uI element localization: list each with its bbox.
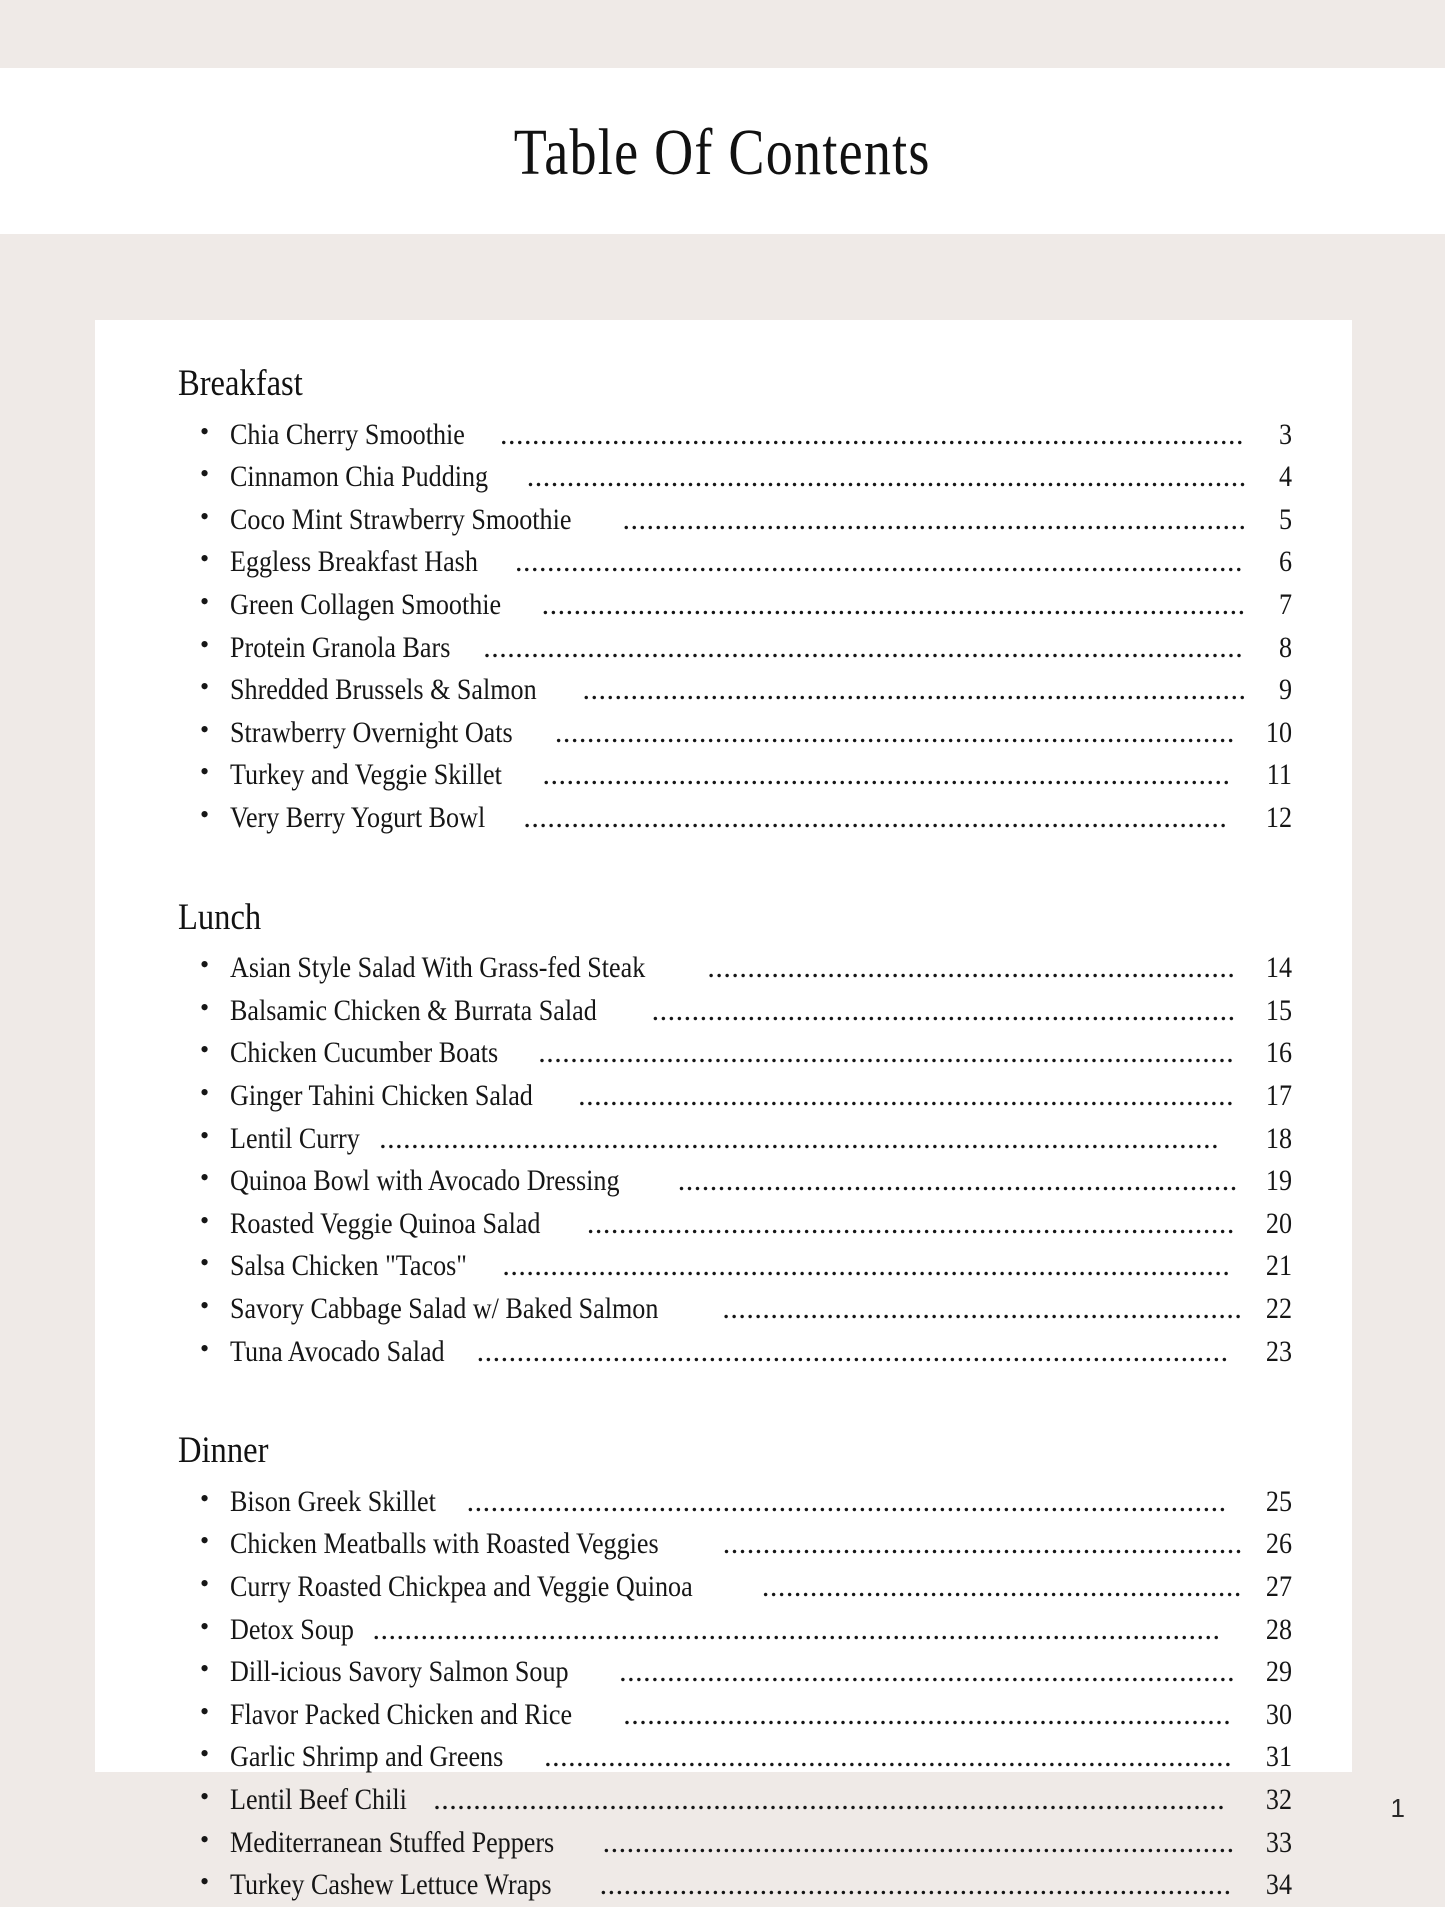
toc-entry-title: Detox Soup: [230, 1612, 354, 1646]
page-title: Table Of Contents: [514, 116, 931, 189]
toc-entry[interactable]: [178, 1160, 1292, 1203]
toc-entry-title: Ginger Tahini Chicken Salad: [230, 1079, 533, 1113]
bullet-icon: •: [200, 1078, 210, 1108]
toc-entry[interactable]: [178, 627, 1292, 670]
toc-entry-page-number: 20: [1265, 1206, 1292, 1240]
toc-entry-page-number: 23: [1265, 1334, 1292, 1368]
toc-entry[interactable]: [178, 499, 1292, 542]
dot-leader: ..........................................................................................: [526, 460, 1247, 494]
toc-entry-page-number: 29: [1265, 1655, 1292, 1689]
section-heading-lunch: Lunch: [178, 896, 262, 938]
bullet-icon: •: [200, 1654, 210, 1684]
toc-entry-page-number: 17: [1265, 1079, 1292, 1113]
toc-entry-page-number: 11: [1266, 758, 1292, 792]
toc-entry-page-number: 7: [1278, 588, 1292, 622]
toc-entry-page-number: 5: [1278, 502, 1292, 536]
toc-entry-page-number: 31: [1265, 1740, 1292, 1774]
toc-entry[interactable]: [178, 541, 1292, 584]
bullet-icon: •: [200, 459, 210, 489]
toc-entry-title: Quinoa Bowl with Avocado Dressing: [230, 1164, 620, 1198]
toc-entry[interactable]: [178, 584, 1292, 627]
toc-entry-title: Shredded Brussels & Salmon: [230, 673, 537, 707]
toc-entry-title: Salsa Chicken "Tacos": [230, 1249, 467, 1283]
toc-entry-title: Strawberry Overnight Oats: [230, 715, 513, 749]
bullet-icon: •: [200, 1867, 210, 1897]
toc-entry[interactable]: [178, 1245, 1292, 1288]
dot-leader: .............................................................................: [619, 1655, 1236, 1689]
toc-entry[interactable]: [178, 669, 1292, 712]
toc-entry-title: Cinnamon Chia Pudding: [230, 460, 489, 494]
toc-entry[interactable]: [178, 1651, 1292, 1694]
toc-entry[interactable]: [178, 1481, 1292, 1524]
bullet-icon: •: [200, 1696, 210, 1726]
toc-entry-title: Lentil Beef Chili: [230, 1783, 407, 1816]
toc-entry[interactable]: [178, 1566, 1292, 1609]
toc-entry[interactable]: [178, 797, 1292, 840]
dot-leader: ...............................................................................................: [466, 1484, 1227, 1518]
dot-leader: ...............................................................................: [602, 1825, 1235, 1859]
dot-leader: .................................................................: [722, 1292, 1243, 1325]
bullet-icon: •: [200, 1824, 210, 1854]
toc-entry[interactable]: [178, 1609, 1292, 1652]
toc-list: [178, 947, 1292, 1373]
toc-entry-title: Protein Granola Bars: [230, 630, 451, 664]
bullet-icon: •: [200, 992, 210, 1022]
bullet-icon: •: [200, 629, 210, 659]
toc-entry[interactable]: [178, 414, 1292, 457]
toc-entry-title: Balsamic Chicken & Burrata Salad: [230, 993, 597, 1027]
footer-page-number: 1: [1390, 1793, 1405, 1823]
dot-leader: .......................................................................................: [538, 1036, 1235, 1070]
toc-entry-page-number: 33: [1265, 1825, 1292, 1859]
toc-entry-page-number: 6: [1278, 545, 1292, 579]
toc-entry-page-number: 8: [1278, 630, 1292, 664]
toc-entry-title: Asian Style Salad With Grass-fed Steak: [230, 951, 646, 985]
toc-entry[interactable]: [178, 1118, 1292, 1161]
dot-leader: ...........................................................................................: [502, 1249, 1231, 1283]
toc-entry-title: Savory Cabbage Salad w/ Baked Salmon: [230, 1292, 659, 1325]
toc-section: [178, 1429, 1292, 1907]
dot-leader: ...............................................................................................: [483, 630, 1244, 664]
bullet-icon: •: [200, 714, 210, 744]
bullet-icon: •: [200, 1248, 210, 1278]
toc-entry-title: Coco Mint Strawberry Smoothie: [230, 502, 572, 536]
bullet-icon: •: [200, 1205, 210, 1235]
toc-list: [178, 1481, 1292, 1907]
toc-entry[interactable]: [178, 1331, 1292, 1374]
toc-list: [178, 414, 1292, 840]
toc-entry-page-number: 14: [1265, 951, 1292, 985]
bullet-icon: •: [200, 1611, 210, 1641]
bullet-icon: •: [200, 1120, 210, 1150]
toc-entry[interactable]: [178, 754, 1292, 797]
toc-entry-page-number: 3: [1278, 417, 1292, 451]
bullet-icon: •: [200, 800, 210, 829]
section-heading-dinner: Dinner: [178, 1430, 269, 1472]
dot-leader: ...........................................................................................: [514, 545, 1243, 579]
toc-entry[interactable]: [178, 1822, 1292, 1865]
toc-entry-title: Eggless Breakfast Hash: [230, 545, 478, 579]
toc-entry-page-number: 34: [1265, 1868, 1292, 1902]
toc-entry-page-number: 10: [1265, 715, 1292, 749]
dot-leader: ..................................................................: [707, 951, 1236, 985]
bullet-icon: •: [200, 544, 210, 574]
toc-entry-title: Dill-icious Savory Salmon Soup: [230, 1655, 569, 1689]
toc-entry-page-number: 9: [1278, 673, 1292, 707]
toc-card: [95, 320, 1352, 1902]
dot-leader: ........................................................................................: [541, 588, 1246, 622]
dot-leader: .........................................................................: [651, 993, 1236, 1027]
bullet-icon: •: [200, 1569, 210, 1599]
toc-entry-title: Very Berry Yogurt Bowl: [230, 801, 486, 834]
section-heading-breakfast: Breakfast: [178, 363, 303, 404]
toc-entry[interactable]: [178, 1288, 1292, 1331]
toc-entry-title: Garlic Shrimp and Greens: [230, 1740, 504, 1774]
toc-entry-page-number: 19: [1265, 1164, 1292, 1198]
dot-leader: ............................................................: [761, 1570, 1242, 1604]
toc-entry-page-number: 26: [1265, 1527, 1292, 1561]
toc-entry-title: Mediterranean Stuffed Peppers: [230, 1825, 555, 1859]
bullet-icon: •: [200, 501, 210, 531]
toc-entry-page-number: 21: [1265, 1249, 1292, 1283]
bullet-icon: •: [200, 1291, 210, 1320]
toc-entry-title: Turkey Cashew Lettuce Wraps: [230, 1868, 552, 1902]
dot-leader: ........................................................................................: [523, 801, 1228, 834]
bullet-icon: •: [200, 1483, 210, 1513]
dot-leader: .....................................................................................: [554, 715, 1235, 749]
toc-section: [178, 896, 1292, 1374]
toc-entry-title: Roasted Veggie Quinoa Salad: [230, 1206, 541, 1240]
dot-leader: .........................................................................................................: [379, 1121, 1220, 1155]
bullet-icon: •: [200, 757, 210, 787]
bullet-icon: •: [200, 416, 210, 446]
toc-entry-title: Chicken Meatballs with Roasted Veggies: [230, 1527, 659, 1561]
toc-entry-page-number: 28: [1265, 1612, 1292, 1646]
toc-entry-title: Lentil Curry: [230, 1121, 360, 1155]
bullet-icon: •: [200, 1333, 210, 1363]
bullet-icon: •: [200, 1163, 210, 1193]
dot-leader: ...............................................................................: [599, 1868, 1232, 1902]
toc-entry[interactable]: [178, 1075, 1292, 1118]
toc-entry[interactable]: [178, 712, 1292, 755]
toc-entry-page-number: 18: [1265, 1121, 1292, 1155]
dot-leader: ......................................................................................: [542, 758, 1231, 792]
toc-section: [178, 362, 1292, 840]
toc-entry[interactable]: [178, 1523, 1292, 1566]
bullet-icon: •: [200, 1739, 210, 1769]
toc-entry-page-number: 16: [1265, 1036, 1292, 1070]
toc-entry-page-number: 32: [1265, 1783, 1292, 1816]
toc-entry[interactable]: [178, 456, 1292, 499]
toc-entry-page-number: 22: [1265, 1292, 1292, 1325]
toc-entry-title: Curry Roasted Chickpea and Veggie Quinoa: [230, 1570, 693, 1604]
dot-leader: ..........................................................................................................: [372, 1612, 1221, 1646]
toc-entry[interactable]: [178, 990, 1292, 1033]
dot-leader: .................................................................................: [586, 1206, 1235, 1240]
title-band: [0, 68, 1445, 234]
dot-leader: ......................................................................: [677, 1164, 1238, 1198]
toc-entry[interactable]: [178, 1779, 1292, 1822]
toc-entry[interactable]: [178, 947, 1292, 990]
toc-entry-title: Turkey and Veggie Skillet: [230, 758, 502, 792]
toc-entry-page-number: 27: [1265, 1570, 1292, 1604]
dot-leader: ............................................................................: [623, 1697, 1232, 1731]
toc-entry[interactable]: [178, 1694, 1292, 1737]
toc-entry-title: Green Collagen Smoothie: [230, 588, 502, 622]
toc-entry-page-number: 25: [1265, 1484, 1292, 1518]
toc-entry[interactable]: [178, 1203, 1292, 1246]
bullet-icon: •: [200, 950, 210, 980]
dot-leader: .............................................................................................: [499, 417, 1244, 451]
toc-entry[interactable]: [178, 1032, 1292, 1075]
toc-sections-container: [178, 362, 1292, 1907]
toc-entry-title: Chia Cherry Smoothie: [230, 417, 465, 451]
toc-entry-page-number: 15: [1265, 993, 1292, 1027]
toc-entry-title: Bison Greek Skillet: [230, 1484, 436, 1518]
dot-leader: ..................................................................................: [578, 1079, 1235, 1113]
toc-entry-title: Flavor Packed Chicken and Rice: [230, 1697, 573, 1731]
toc-entry-title: Tuna Avocado Salad: [230, 1334, 445, 1368]
toc-entry-page-number: 4: [1278, 460, 1292, 494]
bullet-icon: •: [200, 1526, 210, 1556]
toc-entry-page-number: 30: [1265, 1697, 1292, 1731]
bullet-icon: •: [200, 672, 210, 702]
dot-leader: ..............................................................................: [622, 502, 1247, 536]
dot-leader: ......................................................................................: [544, 1740, 1233, 1774]
dot-leader: .................................................................: [722, 1527, 1243, 1561]
toc-entry-title: Chicken Cucumber Boats: [230, 1036, 499, 1070]
bullet-icon: •: [200, 1782, 210, 1811]
dot-leader: ..............................................................................................: [476, 1334, 1229, 1368]
toc-entry-page-number: 12: [1265, 801, 1292, 834]
dot-leader: ...................................................................................: [582, 673, 1247, 707]
bullet-icon: •: [200, 1035, 210, 1065]
toc-entry[interactable]: [178, 1736, 1292, 1779]
bullet-icon: •: [200, 587, 210, 617]
dot-leader: ...................................................................................................: [433, 1783, 1226, 1816]
